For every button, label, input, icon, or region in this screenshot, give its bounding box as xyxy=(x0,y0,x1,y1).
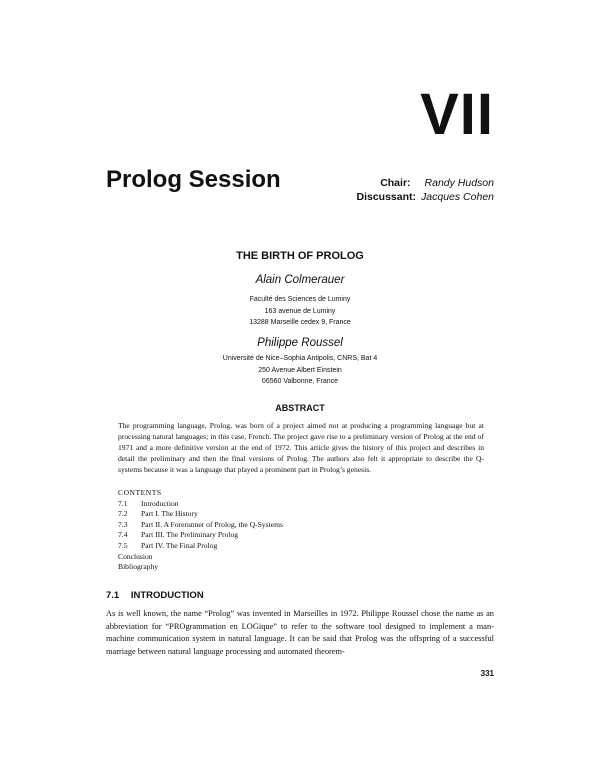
toc-item-number: 7.4 xyxy=(118,530,128,540)
affiliation-line: 163 avenue de Luminy xyxy=(264,307,336,315)
affiliation-line: 06560 Valbonne, France xyxy=(261,378,339,385)
section-title: INTRODUCTION xyxy=(130,590,204,601)
discussant-name: Jacques Cohen xyxy=(421,191,494,203)
affiliation-line: 13288 Marseille cedex 9, France xyxy=(249,319,351,326)
toc-item-number: 7.5 xyxy=(118,540,128,550)
author-affiliation-2 xyxy=(106,353,494,388)
contents-list xyxy=(118,488,418,573)
author-name-1: Alain Colmerauer xyxy=(255,274,345,286)
toc-item xyxy=(118,541,418,552)
toc-item-number: 7.3 xyxy=(118,519,128,529)
affiliation-line: 250 Avenue Albert Einstein xyxy=(258,366,342,374)
section-heading xyxy=(106,590,204,601)
part-number: VII xyxy=(420,82,494,147)
abstract-heading: ABSTRACT xyxy=(275,403,325,413)
affiliation-line: Université de Nice–Sophia Antipolis, CNRS, Bat 4 xyxy=(222,355,378,362)
author-name-2: Philippe Roussel xyxy=(257,337,343,349)
chair-row xyxy=(342,176,494,190)
toc-item-label: Part III. The Preliminary Prolog xyxy=(141,530,239,540)
chair-label: Chair: xyxy=(380,177,411,189)
session-title: Prolog Session xyxy=(106,166,281,193)
discussant-label: Discussant: xyxy=(356,191,417,203)
toc-item-number: 7.1 xyxy=(118,498,128,508)
section-body-text: As is well known, the name “Prolog” was invented in Marseilles in 1972. Philippe Roussel chose the name as an abbreviation for “PROgrammation en LOGique” to refer to the software tool designed to implement a man-machine communication system in natural language. It can be said that Prolog was the offspring of a successful marriage between natural language processing and automated theorem- xyxy=(106,609,494,656)
toc-item xyxy=(118,520,418,531)
paper-title: THE BIRTH OF PROLOG xyxy=(236,250,364,262)
toc-item-label: Part II. A Forerunner of Prolog, the Q-Systems xyxy=(141,519,283,529)
session-roles xyxy=(342,176,494,204)
toc-item-label: Part IV. The Final Prolog xyxy=(141,540,218,550)
section-number: 7.1 xyxy=(106,590,120,601)
page-number: 331 xyxy=(480,669,494,678)
toc-conclusion: Conclusion xyxy=(118,551,153,561)
toc-item-number: 7.2 xyxy=(118,509,128,519)
author-affiliation-1 xyxy=(106,294,494,329)
toc-bibliography: Bibliography xyxy=(118,562,159,572)
chair-name: Randy Hudson xyxy=(424,177,494,189)
toc-item xyxy=(118,530,418,541)
toc-item-label: Part I. The History xyxy=(141,509,198,519)
toc-item xyxy=(118,509,418,520)
contents-heading: CONTENTS xyxy=(118,488,162,497)
toc-item-label: Introduction xyxy=(141,498,179,508)
discussant-row xyxy=(342,190,494,204)
toc-item xyxy=(118,499,418,510)
affiliation-line: Faculté des Sciences de Luminy xyxy=(249,296,351,303)
abstract-text: The programming language, Prolog, was born of a project aimed not at producing a programming language but at processing natural languages; in this case, French. The project gave rise to a preliminary version of Prolog at the end of 1971 and a more definitive version at the end of 1972. This article gives the history of this project and describes in detail the preliminary and then the final versions of Prolog. The authors also felt it appropriate to describe the Q-systems because it was a language that played a prominent part in Prolog’s genesis. xyxy=(118,421,484,474)
